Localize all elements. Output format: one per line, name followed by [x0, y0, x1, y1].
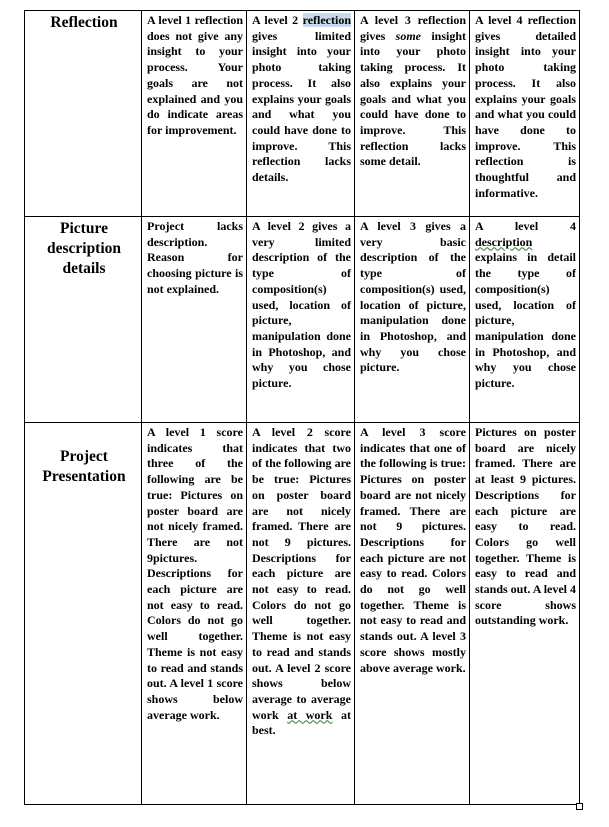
grammar-flag[interactable]: at work	[287, 707, 333, 722]
rubric-row-reflection	[25, 11, 580, 217]
reflection-level-4: A level 4 reflection gives detailed insight into your photo taking process. It also explains your goals and what you could have done to improve. This reflection is thoughtful and informative.	[470, 11, 580, 217]
criterion-reflection: Reflection	[25, 11, 142, 217]
reflection-level-2: A level 2 reflection gives limited insight into your photo taking process. It also explains your goals and what you could have done to improve. This reflection lacks details.	[247, 11, 355, 217]
presentation-level-2: A level 2 score indicates that two of the following are be true: Pictures on poster board are not nicely framed. There are not 9 pictures. Descriptions for each picture are not easy to read. Colors do not go well together. Theme is not easy to read and stands out. A level 2 score shows below average to average work at work at best.	[247, 423, 355, 805]
picture-description-level-3: A level 3 gives a very basic description of the type of composition(s) used, location of picture, manipulation done in Photoshop, and why you chose picture.	[355, 217, 470, 423]
rubric-row-picture-description	[25, 217, 580, 423]
table-resize-handle[interactable]	[576, 803, 583, 810]
picture-description-level-1: Project lacks description. Reason for choosing picture is not explained.	[142, 217, 247, 423]
presentation-level-1: A level 1 score indicates that three of the following are be true: Pictures on poster board are not nicely framed. There are not 9pictures. Descriptions for each picture are not easy to read. Colors do not go well together. Theme is not easy to read and stands out. A level 1 score shows below average work.	[142, 423, 247, 805]
picture-description-level-4: A level 4 description explains in detail the type of composition(s) used, location of picture, manipulation done in Photoshop, and why you chose picture.	[470, 217, 580, 423]
criterion-picture-description: Picture description details	[25, 217, 142, 423]
criterion-project-presentation: Project Presentation	[25, 423, 142, 805]
reflection-level-3: A level 3 reflection gives some insight into your photo taking process. It also explains your goals and what you could have done to improve. This reflection lacks some detail.	[355, 11, 470, 217]
rubric-row-project-presentation	[25, 423, 580, 805]
highlighted-word[interactable]: reflection	[302, 13, 351, 27]
picture-description-level-2: A level 2 gives a very limited description of the type of composition(s) used, location of picture, manipulation done in Photoshop, and why you chose picture.	[247, 217, 355, 423]
rubric-table	[24, 10, 580, 805]
presentation-level-3: A level 3 score indicates that one of the following is true: Pictures on poster board are not nicely framed. There are not 9 pictures. Descriptions for each picture are not easy to read. Colors do not go well together. Theme is not easy to read and stands out. A level 3 score shows mostly above average work.	[355, 423, 470, 805]
reflection-level-1: A level 1 reflection does not give any insight to your process. Your goals are not explained and you do indicate areas for improvement.	[142, 11, 247, 217]
spellcheck-word[interactable]: description	[475, 234, 533, 249]
presentation-level-4: Pictures on poster board are nicely framed. There are at least 9 pictures. Descriptions for each picture are easy to read. Colors go well together. Theme is easy to read and stands out. A level 4 score shows outstanding work.	[470, 423, 580, 805]
